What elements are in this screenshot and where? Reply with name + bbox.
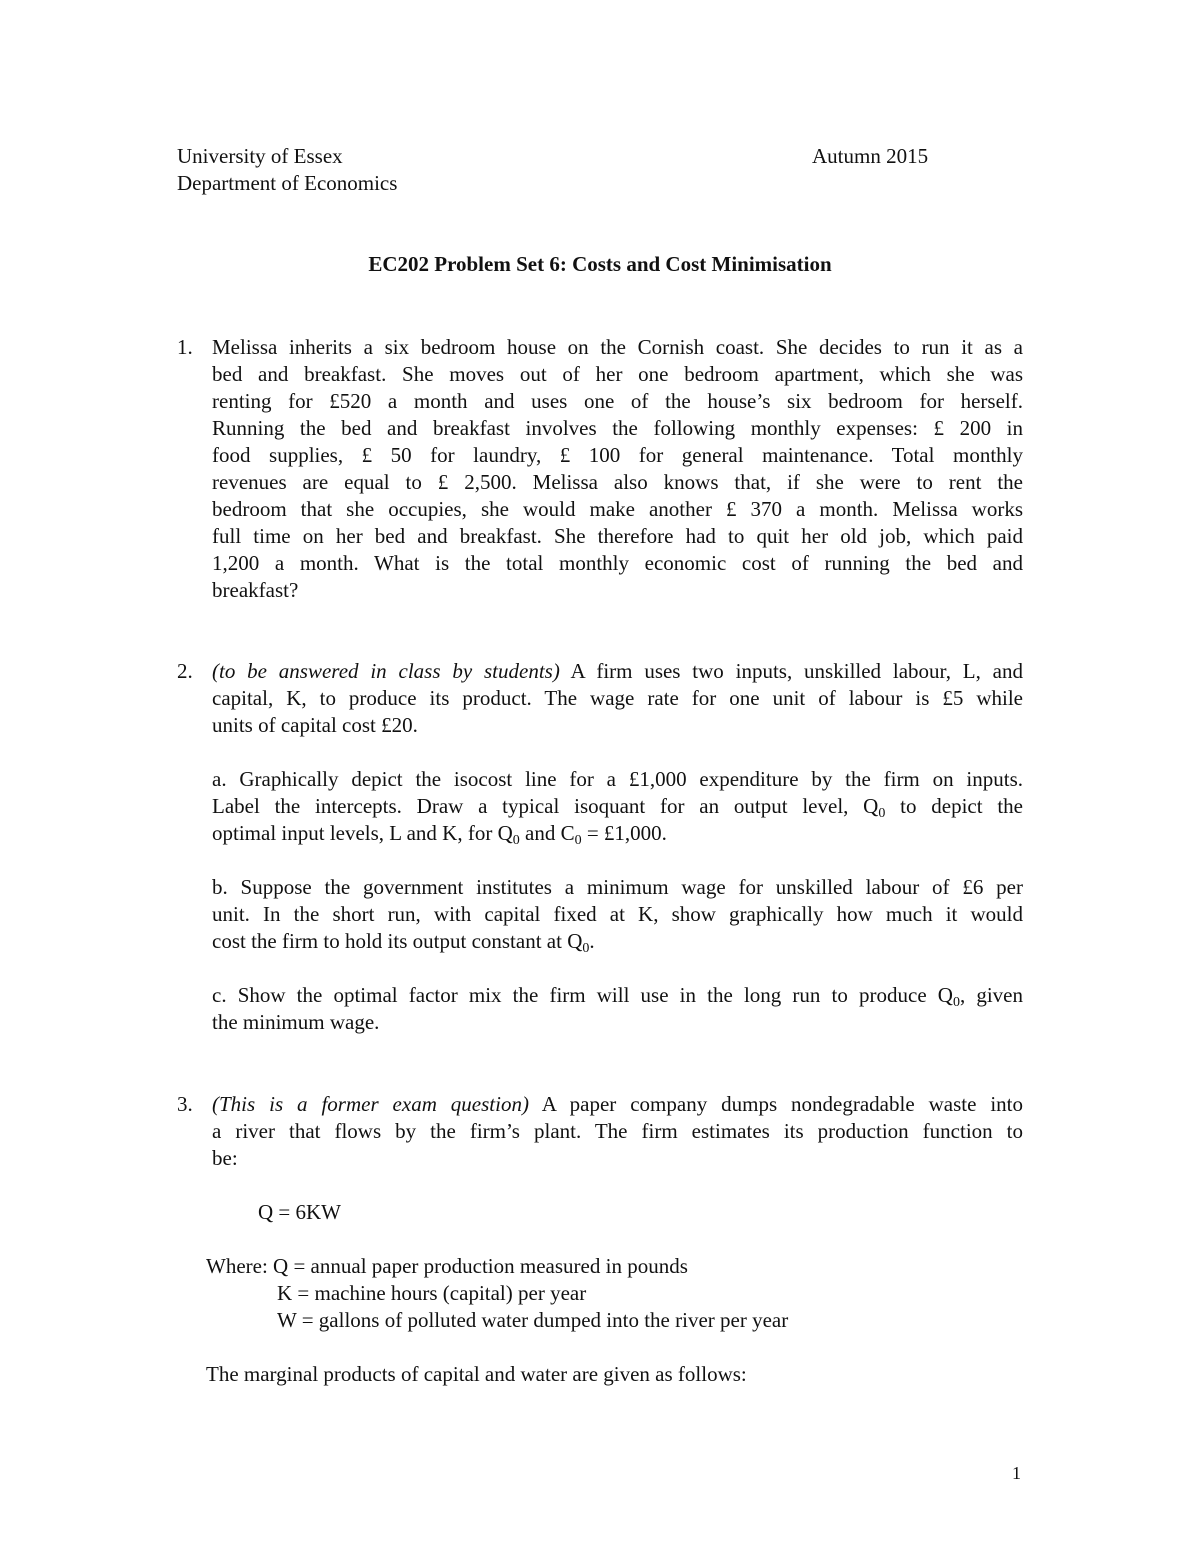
- q1-line: Melissa inherits a six bedroom house on the Cornish coast. She decides to run it as a: [212, 335, 1023, 359]
- q2c-text: c. Show the optimal factor mix the firm will use in the long run to produce Q: [212, 983, 953, 1007]
- q2a-line-1: a. Graphically depict the isocost line for a £1,000 expenditure by the firm on inputs.: [212, 767, 1023, 791]
- q3-line-2: a river that flows by the firm’s plant. The firm estimates its production function to: [212, 1119, 1023, 1143]
- q3-note: (This is a former exam question): [212, 1092, 529, 1116]
- q1-line: Running the bed and breakfast involves the following monthly expenses: £ 200 in: [212, 416, 1023, 440]
- q3-line-1: [212, 1091, 1023, 1118]
- question-3-number: 3.: [177, 1092, 193, 1116]
- where-q: Where: Q = annual paper production measured in pounds: [206, 1254, 688, 1278]
- q2a-line-2: [212, 793, 1023, 820]
- q1-line: revenues are equal to £ 2,500. Melissa also knows that, if she were to rent the: [212, 470, 1023, 494]
- department-name: Department of Economics: [177, 171, 398, 195]
- q1-line: renting for £520 a month and uses one of the house’s six bedroom for herself.: [212, 389, 1023, 413]
- q2a-text: to depict the: [885, 794, 1023, 818]
- q2c-line-2: the minimum wage.: [212, 1010, 380, 1034]
- university-name: University of Essex: [177, 144, 343, 168]
- q1-line: 1,200 a month. What is the total monthly economic cost of running the bed and: [212, 551, 1023, 575]
- q2a-text: optimal input levels, L and K, for Q: [212, 821, 513, 845]
- q2a-line-3: [212, 820, 667, 847]
- subscript: 0: [878, 806, 886, 821]
- q1-line: bed and breakfast. She moves out of her one bedroom apartment, which she was: [212, 362, 1023, 386]
- subscript: 0: [582, 941, 590, 956]
- subscript: 0: [574, 833, 582, 848]
- question-1-number: 1.: [177, 335, 193, 359]
- page-title: EC202 Problem Set 6: Costs and Cost Minimisation: [368, 252, 832, 276]
- q2b-line-2: unit. In the short run, with capital fixed at K, show graphically how much it would: [212, 902, 1023, 926]
- q2-intro-text: A firm uses two inputs, unskilled labour, L, and: [559, 659, 1023, 683]
- q1-line: food supplies, £ 50 for laundry, £ 100 for general maintenance. Total monthly: [212, 443, 1023, 467]
- q2c-line-1: [212, 982, 1023, 1009]
- q1-line: bedroom that she occupies, she would make another £ 370 a month. Melissa works: [212, 497, 1023, 521]
- q2b-text: cost the firm to hold its output constant at Q: [212, 929, 583, 953]
- q3-text: A paper company dumps nondegradable waste into: [528, 1092, 1023, 1116]
- q2a-text: = £1,000.: [581, 821, 667, 845]
- q2-intro-line-2: capital, K, to produce its product. The wage rate for one unit of labour is £5 while: [212, 686, 1023, 710]
- production-equation: Q = 6KW: [258, 1200, 341, 1224]
- question-2-number: 2.: [177, 659, 193, 683]
- subscript: 0: [512, 833, 520, 848]
- q2a-text: and C: [519, 821, 575, 845]
- q2c-text: , given: [959, 983, 1023, 1007]
- page-number: 1: [1012, 1463, 1021, 1483]
- q2a-text: Label the intercepts. Draw a typical isoquant for an output level, Q: [212, 794, 879, 818]
- q1-line: breakfast?: [212, 578, 299, 602]
- where-w: W = gallons of polluted water dumped into the river per year: [277, 1308, 789, 1332]
- marginal-products-text: The marginal products of capital and water are given as follows:: [206, 1362, 747, 1386]
- q2-intro-line-3: units of capital cost £20.: [212, 713, 418, 737]
- q1-line: full time on her bed and breakfast. She therefore had to quit her old job, which paid: [212, 524, 1023, 548]
- term: Autumn 2015: [812, 144, 929, 168]
- q2-note: (to be answered in class by students): [212, 659, 560, 683]
- q2b-text: .: [589, 929, 595, 953]
- q2-intro-line-1: [212, 658, 1023, 685]
- subscript: 0: [952, 995, 960, 1010]
- q2b-line-1: b. Suppose the government institutes a minimum wage for unskilled labour of £6 per: [212, 875, 1023, 899]
- where-k: K = machine hours (capital) per year: [277, 1281, 587, 1305]
- q2b-line-3: [212, 928, 595, 955]
- q3-line-3: be:: [212, 1146, 238, 1170]
